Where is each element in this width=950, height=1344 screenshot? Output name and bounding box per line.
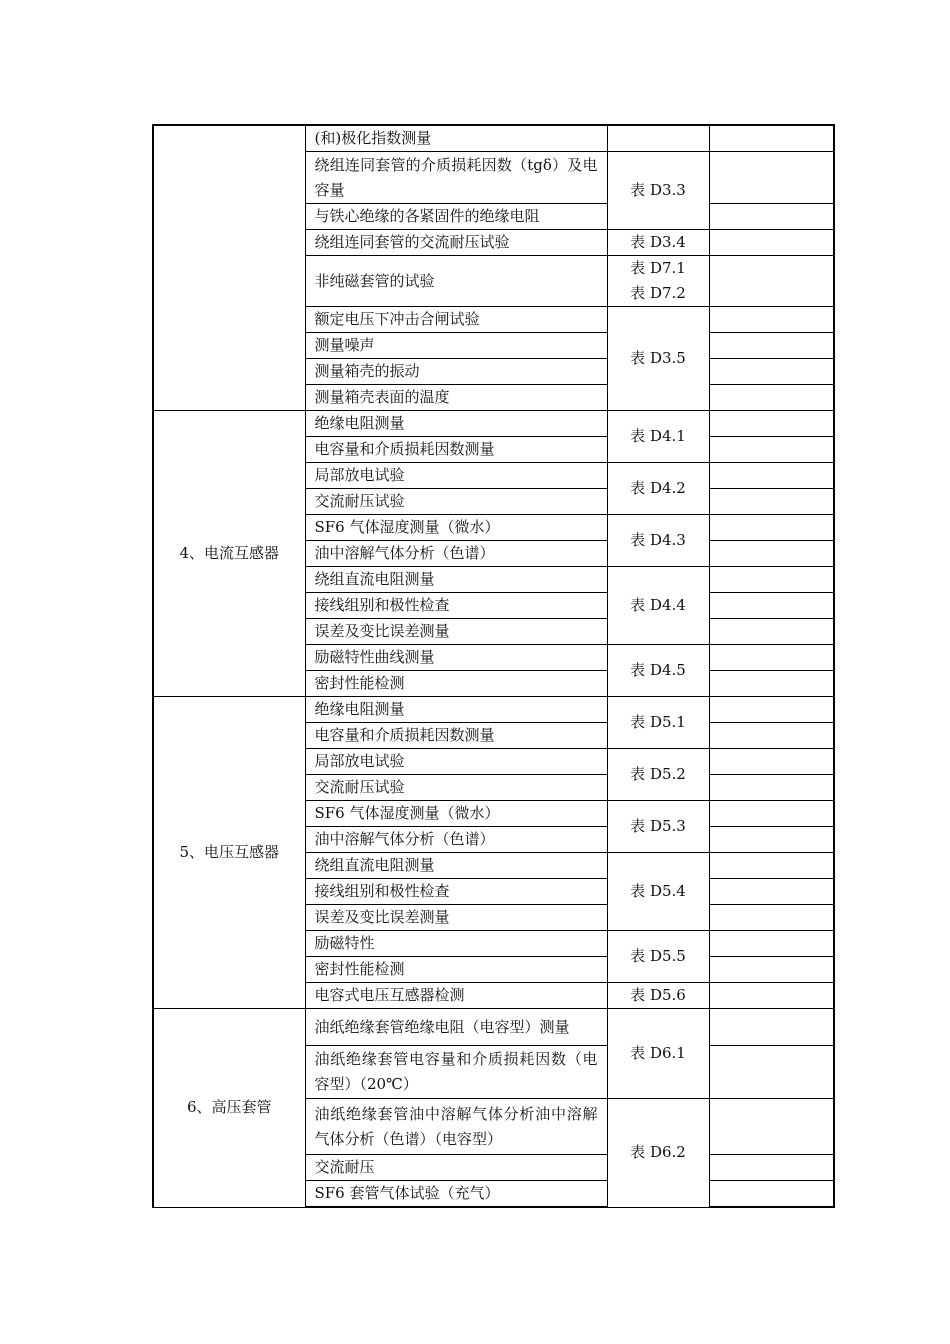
test-item: 测量箱壳的振动 <box>305 359 607 385</box>
result-cell <box>709 1099 834 1155</box>
table-ref: 表 D5.4 <box>607 853 709 931</box>
test-item: 油纸绝缘套管电容量和介质损耗因数（电容型）（20℃） <box>305 1046 607 1099</box>
result-cell <box>709 1181 834 1208</box>
table-ref: 表 D5.3 <box>607 801 709 853</box>
test-item: 绝缘电阻测量 <box>305 411 607 437</box>
result-cell <box>709 749 834 775</box>
table-ref: 表 D3.4 <box>607 230 709 256</box>
test-item: 交流耐压试验 <box>305 489 607 515</box>
table-ref: 表 D4.4 <box>607 567 709 645</box>
result-cell <box>709 905 834 931</box>
test-item: 绕组直流电阻测量 <box>305 853 607 879</box>
result-cell <box>709 931 834 957</box>
table-ref: 表 D7.2 <box>630 284 686 302</box>
result-cell <box>709 359 834 385</box>
result-cell <box>709 125 834 152</box>
result-cell <box>709 385 834 411</box>
table-ref: 表 D4.5 <box>607 645 709 697</box>
result-cell <box>709 256 834 307</box>
test-item: 非纯磁套管的试验 <box>305 256 607 307</box>
test-item: 密封性能检测 <box>305 957 607 983</box>
result-cell <box>709 515 834 541</box>
result-cell <box>709 541 834 567</box>
test-item: 电容式电压互感器检测 <box>305 983 607 1009</box>
result-cell <box>709 204 834 230</box>
test-item: 交流耐压试验 <box>305 775 607 801</box>
test-item: 额定电压下冲击合闸试验 <box>305 307 607 333</box>
test-item: 油纸绝缘套管油中溶解气体分析油中溶解气体分析（色谱）（电容型） <box>305 1099 607 1155</box>
test-item: 误差及变比误差测量 <box>305 619 607 645</box>
result-cell <box>709 489 834 515</box>
test-item: 局部放电试验 <box>305 749 607 775</box>
test-item: SF6 气体湿度测量（微水） <box>305 801 607 827</box>
test-item: 接线组别和极性检查 <box>305 879 607 905</box>
test-item: 油中溶解气体分析（色谱） <box>305 827 607 853</box>
test-item: 励磁特性曲线测量 <box>305 645 607 671</box>
test-item: (和)极化指数测量 <box>305 125 607 152</box>
table-ref: 表 D7.1 <box>630 259 686 277</box>
test-item: 电容量和介质损耗因数测量 <box>305 723 607 749</box>
test-item: 电容量和介质损耗因数测量 <box>305 437 607 463</box>
test-item: 油中溶解气体分析（色谱） <box>305 541 607 567</box>
table-ref: 表 D5.6 <box>607 983 709 1009</box>
result-cell <box>709 1155 834 1181</box>
category-current-transformer: 4、电流互感器 <box>153 411 305 697</box>
test-item: 交流耐压 <box>305 1155 607 1181</box>
test-item: 油纸绝缘套管绝缘电阻（电容型）测量 <box>305 1009 607 1046</box>
result-cell <box>709 957 834 983</box>
test-item: SF6 气体湿度测量（微水） <box>305 515 607 541</box>
test-item: 局部放电试验 <box>305 463 607 489</box>
result-cell <box>709 697 834 723</box>
result-cell <box>709 827 834 853</box>
result-cell <box>709 775 834 801</box>
result-cell <box>709 567 834 593</box>
test-item: 励磁特性 <box>305 931 607 957</box>
result-cell <box>709 853 834 879</box>
category-voltage-transformer: 5、电压互感器 <box>153 697 305 1009</box>
test-item: SF6 套管气体试验（充气） <box>305 1181 607 1208</box>
result-cell <box>709 1046 834 1099</box>
test-item: 误差及变比误差测量 <box>305 905 607 931</box>
result-cell <box>709 463 834 489</box>
table-ref: 表 D3.3 <box>607 152 709 230</box>
test-item: 密封性能检测 <box>305 671 607 697</box>
result-cell <box>709 645 834 671</box>
table-ref: 表 D5.1 <box>607 697 709 749</box>
test-item: 与铁心绝缘的各紧固件的绝缘电阻 <box>305 204 607 230</box>
test-item: 接线组别和极性检查 <box>305 593 607 619</box>
category-cell-transformer <box>153 125 305 411</box>
result-cell <box>709 671 834 697</box>
result-cell <box>709 879 834 905</box>
table-ref-pair <box>607 256 709 307</box>
result-cell <box>709 1009 834 1046</box>
table-ref: 表 D3.5 <box>607 307 709 411</box>
result-cell <box>709 411 834 437</box>
test-item: 绝缘电阻测量 <box>305 697 607 723</box>
result-cell <box>709 593 834 619</box>
test-items-table <box>152 124 835 1208</box>
result-cell <box>709 723 834 749</box>
result-cell <box>709 619 834 645</box>
table-ref: 表 D4.3 <box>607 515 709 567</box>
table-ref-empty <box>607 125 709 152</box>
table-ref: 表 D5.5 <box>607 931 709 983</box>
result-cell <box>709 437 834 463</box>
test-item: 绕组连同套管的交流耐压试验 <box>305 230 607 256</box>
result-cell <box>709 983 834 1009</box>
table-ref: 表 D5.2 <box>607 749 709 801</box>
table-ref: 表 D4.1 <box>607 411 709 463</box>
result-cell <box>709 307 834 333</box>
result-cell <box>709 230 834 256</box>
table-ref: 表 D6.2 <box>607 1099 709 1208</box>
test-item: 测量噪声 <box>305 333 607 359</box>
result-cell <box>709 152 834 204</box>
test-item: 绕组连同套管的介质损耗因数（tgδ）及电容量 <box>305 152 607 204</box>
test-item: 测量箱壳表面的温度 <box>305 385 607 411</box>
result-cell <box>709 801 834 827</box>
result-cell <box>709 333 834 359</box>
category-high-voltage-bushing: 6、高压套管 <box>153 1009 305 1208</box>
table-ref: 表 D4.2 <box>607 463 709 515</box>
test-item: 绕组直流电阻测量 <box>305 567 607 593</box>
table-ref: 表 D6.1 <box>607 1009 709 1099</box>
